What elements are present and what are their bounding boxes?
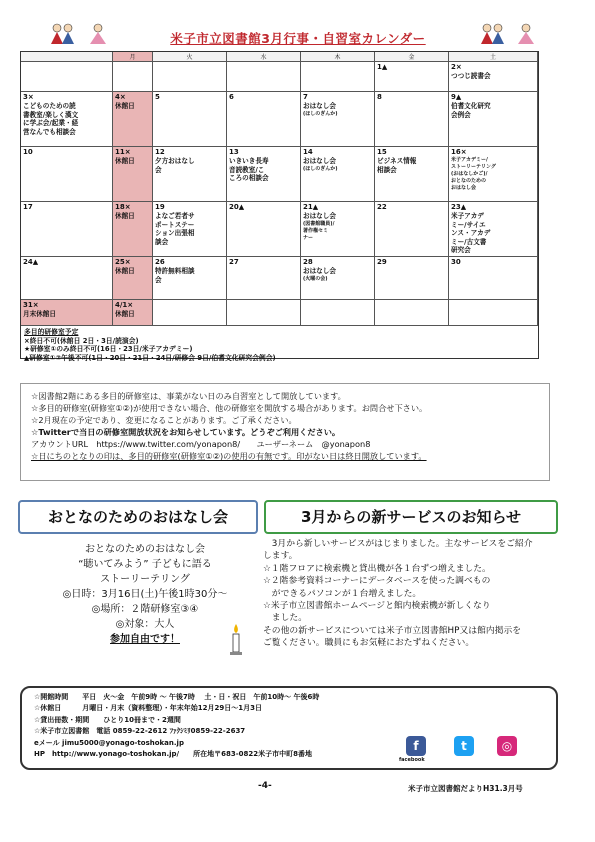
day-number: 13 bbox=[229, 148, 239, 156]
opening-hours: ☆開館時間 平日 火～金 午前9時 ～ 午後7時 土・日・祝日 午前10時～ 午後6時 bbox=[34, 693, 320, 701]
news-line: 3月から新しいサービスがはじまりました。主なサービスをご紹介 bbox=[263, 539, 533, 549]
day-number: 4/1× bbox=[115, 301, 134, 309]
calendar-day-cell bbox=[375, 202, 449, 257]
calendar-day-cell bbox=[153, 202, 227, 257]
calendar-day-cell bbox=[113, 257, 153, 300]
calendar-week-row bbox=[21, 202, 538, 257]
closed-days: ☆休館日 月曜日・月末（資料整理）・年末年始12月29日～1月3日 bbox=[34, 704, 262, 713]
day-event-note: (図書館職員)/ 著作権セミ ナー bbox=[303, 220, 335, 241]
legend-title: 多目的研修室予定 bbox=[24, 328, 79, 336]
day-event: おはなし会 bbox=[303, 102, 336, 110]
calendar-day-cell bbox=[21, 300, 113, 326]
legend-line: ▲研修室①②午後不可(1日・20日・21日・24日/研修会 9日/伯耆文化研究会例会) bbox=[24, 353, 276, 362]
candle-icon bbox=[228, 622, 244, 658]
day-event: つつじ読書会 bbox=[451, 72, 491, 80]
calendar-day-cell bbox=[375, 300, 449, 326]
calendar-day-cell bbox=[301, 300, 375, 326]
page-title: 米子市立図書館3月行事・自習室カレンダー bbox=[170, 31, 426, 46]
day-event-note: (火曜の会) bbox=[303, 275, 328, 282]
facebook-caption: facebook bbox=[399, 757, 425, 763]
storytime-line: “聴いてみよう” 子どもに語る bbox=[78, 559, 212, 570]
day-number: 8 bbox=[377, 93, 382, 101]
storytime-section-title: おとなのためのおはなし会 bbox=[18, 500, 258, 534]
news-line: ☆米子市立図書館ホームページと館内検索機が新しくなり bbox=[263, 601, 491, 612]
day-number: 15 bbox=[377, 148, 387, 156]
calendar-day-cell bbox=[113, 147, 153, 202]
news-line: ました。 bbox=[263, 613, 307, 624]
day-event-note: (ほしのぎんか) bbox=[303, 110, 338, 117]
hina-doll-icon bbox=[478, 22, 506, 46]
day-number: 14 bbox=[303, 148, 313, 156]
calendar-week-row bbox=[21, 257, 538, 300]
twitter-icon[interactable]: t bbox=[454, 736, 474, 756]
calendar-day-cell bbox=[153, 300, 227, 326]
storytime-place: ◎場所：２階研修室③④ bbox=[91, 604, 199, 615]
calendar-day-cell bbox=[227, 92, 301, 147]
legend-line: ★研修室①のみ終日不可(16日・23日/米子アカデミー) bbox=[24, 345, 193, 353]
calendar-week-row bbox=[21, 147, 538, 202]
calendar-day-cell bbox=[227, 147, 301, 202]
calendar-day-cell bbox=[113, 92, 153, 147]
day-number: 16× bbox=[451, 148, 467, 156]
calendar-day-cell bbox=[21, 257, 113, 300]
notice-line: ☆日にちのとなりの印は、多目的研修室(研修室①②)の使用の有無です。印がない日は終日開放しています。 bbox=[31, 451, 427, 461]
day-number: 20▲ bbox=[229, 203, 245, 211]
storytime-target: ◎対象：大人 bbox=[115, 619, 175, 630]
hina-doll-icon bbox=[512, 22, 540, 46]
news-line: ができるパソコンが１台増えました。 bbox=[263, 588, 422, 599]
day-number: 5 bbox=[155, 93, 160, 101]
day-event: おはなし会 bbox=[303, 212, 336, 220]
calendar-day-cell bbox=[449, 300, 538, 326]
day-number: 23▲ bbox=[451, 203, 467, 211]
calendar-day-cell bbox=[449, 257, 538, 300]
storytime-line: ストーリーテリング bbox=[100, 574, 190, 585]
page-number: -4- bbox=[258, 781, 272, 791]
weekday-header: 土 bbox=[449, 52, 538, 62]
day-event: 休館日 bbox=[115, 157, 135, 165]
day-number: 30 bbox=[451, 258, 461, 266]
day-number: 17 bbox=[23, 203, 33, 211]
weekday-header bbox=[21, 52, 113, 62]
notice-line: ☆多目的研修室(研修室①②)が使用できない場合、他の研修室を開放する場合があります。お問合せ下さい。 bbox=[31, 403, 428, 413]
calendar-day-cell bbox=[227, 257, 301, 300]
day-number: 2× bbox=[451, 63, 462, 71]
news-line: します。 bbox=[263, 551, 298, 562]
day-number: 21▲ bbox=[303, 203, 319, 211]
new-services-section-title: 3月からの新サービスのお知らせ bbox=[264, 500, 558, 534]
calendar-day-cell bbox=[301, 92, 375, 147]
calendar-day-cell bbox=[449, 147, 538, 202]
calendar-day-cell bbox=[21, 202, 113, 257]
calendar-day-cell bbox=[301, 257, 375, 300]
day-number: 31× bbox=[23, 301, 39, 309]
news-line: ご覧ください。職員にもお気軽におたずねください。 bbox=[263, 638, 475, 649]
day-event: いきいき長寿 音読教室/こ ころの相談会 bbox=[229, 157, 269, 183]
notice-line: ☆図書館2階にある多目的研修室は、事業がない日のみ自習室として開放しています。 bbox=[31, 391, 346, 401]
publication-name: 米子市立図書館だよりH31.3月号 bbox=[408, 784, 523, 793]
day-event-note: 米子アカデミー/ ストーリーテリング (おはなしかご)/ おとなのための おはなし会 bbox=[451, 157, 496, 191]
calendar-day-cell bbox=[227, 202, 301, 257]
facebook-icon[interactable]: f bbox=[406, 736, 426, 756]
weekday-header: 金 bbox=[375, 52, 449, 62]
day-event: 米子アカデ ミー/サイエ ンス・アカデ ミー/古文書 研究会 bbox=[451, 212, 491, 255]
day-number: 18× bbox=[115, 203, 131, 211]
calendar-day-cell bbox=[227, 62, 301, 92]
calendar-day-cell bbox=[21, 147, 113, 202]
day-event: おはなし会 bbox=[303, 157, 336, 165]
day-event: 休館日 bbox=[115, 212, 135, 220]
day-event: おはなし会 bbox=[303, 267, 336, 275]
calendar-week-row bbox=[21, 92, 538, 147]
calendar-day-cell bbox=[375, 62, 449, 92]
day-number: 1▲ bbox=[377, 63, 388, 71]
weekday-header: 火 bbox=[153, 52, 227, 62]
calendar-day-cell bbox=[21, 62, 113, 92]
weekday-header: 月 bbox=[113, 52, 153, 62]
calendar-week-row bbox=[21, 62, 538, 92]
loan-limits: ☆貸出冊数・期間 ひとり10冊まで・2週間 bbox=[34, 715, 181, 724]
day-event: 休館日 bbox=[115, 310, 135, 318]
day-event: 特許無料相談 会 bbox=[155, 267, 195, 284]
calendar-day-cell bbox=[113, 300, 153, 326]
day-event: よなご若者サ ポートステー ション出張相 談会 bbox=[155, 212, 195, 246]
day-number: 11× bbox=[115, 148, 131, 156]
day-number: 10 bbox=[23, 148, 33, 156]
storytime-details bbox=[30, 542, 260, 647]
notice-line: ☆Twitterで当日の研修室開放状況をお知らせしています。どうぞご利用ください。 bbox=[31, 427, 341, 437]
day-number: 27 bbox=[229, 258, 239, 266]
day-number: 19 bbox=[155, 203, 165, 211]
news-line: その他の新サービスについては米子市立図書館HP又は館内掲示を bbox=[263, 625, 522, 636]
day-number: 4× bbox=[115, 93, 126, 101]
day-number: 12 bbox=[155, 148, 165, 156]
hina-doll-icon bbox=[48, 22, 76, 46]
contact-email: eメール jimu5000@yonago-toshokan.jp bbox=[34, 738, 184, 747]
day-number: 9▲ bbox=[451, 93, 462, 101]
contact-phone: ☆米子市立図書館 電話 0859-22-2612 ﾌｧｸｼﾐﾘ0859-22-2637 bbox=[34, 727, 246, 736]
day-number: 24▲ bbox=[23, 258, 39, 266]
day-event: 伯耆文化研究 会例会 bbox=[451, 102, 491, 119]
room-usage-legend bbox=[21, 328, 538, 362]
weekday-header: 水 bbox=[227, 52, 301, 62]
calendar-weekday-row bbox=[21, 52, 538, 62]
day-event: 休館日 bbox=[115, 267, 135, 275]
calendar-week-row bbox=[21, 300, 538, 326]
weekday-header: 木 bbox=[301, 52, 375, 62]
day-number: 6 bbox=[229, 93, 234, 101]
calendar-day-cell bbox=[375, 257, 449, 300]
calendar-day-cell bbox=[113, 62, 153, 92]
library-info-box bbox=[20, 686, 558, 770]
new-services-text bbox=[263, 538, 563, 650]
day-number: 22 bbox=[377, 203, 387, 211]
calendar-day-cell bbox=[449, 62, 538, 92]
day-number: 7 bbox=[303, 93, 308, 101]
day-number: 29 bbox=[377, 258, 387, 266]
twitter-account-line: アカウントURL https://www.twitter.com/yonapon8/ ユーザーネーム @yonapon8 bbox=[31, 439, 371, 449]
calendar-day-cell bbox=[153, 147, 227, 202]
calendar-day-cell bbox=[449, 92, 538, 147]
day-event: 休館日 bbox=[115, 102, 135, 110]
calendar-day-cell bbox=[375, 147, 449, 202]
calendar-day-cell bbox=[227, 300, 301, 326]
notice-box bbox=[20, 383, 550, 481]
calendar-day-cell bbox=[21, 92, 113, 147]
legend-line: ×終日不可(休館日 2日・3日/読演会) bbox=[24, 336, 139, 345]
day-number: 25× bbox=[115, 258, 131, 266]
calendar-day-cell bbox=[301, 62, 375, 92]
day-event: ビジネス情報 相談会 bbox=[377, 157, 417, 174]
storytime-free-note: 参加自由です！ bbox=[110, 634, 180, 645]
storytime-line: おとなのためのおはなし会 bbox=[85, 544, 205, 555]
calendar-table bbox=[20, 51, 539, 362]
day-event: 月末休館日 bbox=[23, 310, 56, 318]
calendar-day-cell bbox=[153, 92, 227, 147]
day-event-note: (ほしのぎんか) bbox=[303, 165, 338, 172]
storytime-date: ◎日時：3月16日(土)午後1時30分～ bbox=[62, 589, 228, 600]
notice-line: ☆2月現在の予定であり、変更になることがあります。ご了承ください。 bbox=[31, 415, 297, 425]
calendar-day-cell bbox=[301, 202, 375, 257]
calendar-day-cell bbox=[375, 92, 449, 147]
day-event: こどものための読 書教室/楽しく漢文 に学ぶ会/起業・経 営なんでも相談会 bbox=[23, 102, 79, 136]
calendar-day-cell bbox=[113, 202, 153, 257]
news-line: ☆１階フロアに検索機と貸出機が各１台ずつ増えました。 bbox=[263, 563, 491, 574]
calendar-day-cell bbox=[449, 202, 538, 257]
news-line: ☆２階参考資料コーナーにデータベースを使った調べもの bbox=[263, 576, 491, 587]
day-number: 3× bbox=[23, 93, 34, 101]
calendar-day-cell bbox=[301, 147, 375, 202]
calendar-day-cell bbox=[153, 257, 227, 300]
instagram-icon[interactable]: ◎ bbox=[497, 736, 517, 756]
hina-doll-icon bbox=[84, 22, 112, 46]
homepage-address: HP http://www.yonago-toshokan.jp/ 所在地〒683-0822米子市中町8番地 bbox=[34, 750, 312, 759]
day-event: 夕方おはなし 会 bbox=[155, 157, 195, 174]
day-number: 28 bbox=[303, 258, 313, 266]
calendar-day-cell bbox=[153, 62, 227, 92]
day-number: 26 bbox=[155, 258, 165, 266]
